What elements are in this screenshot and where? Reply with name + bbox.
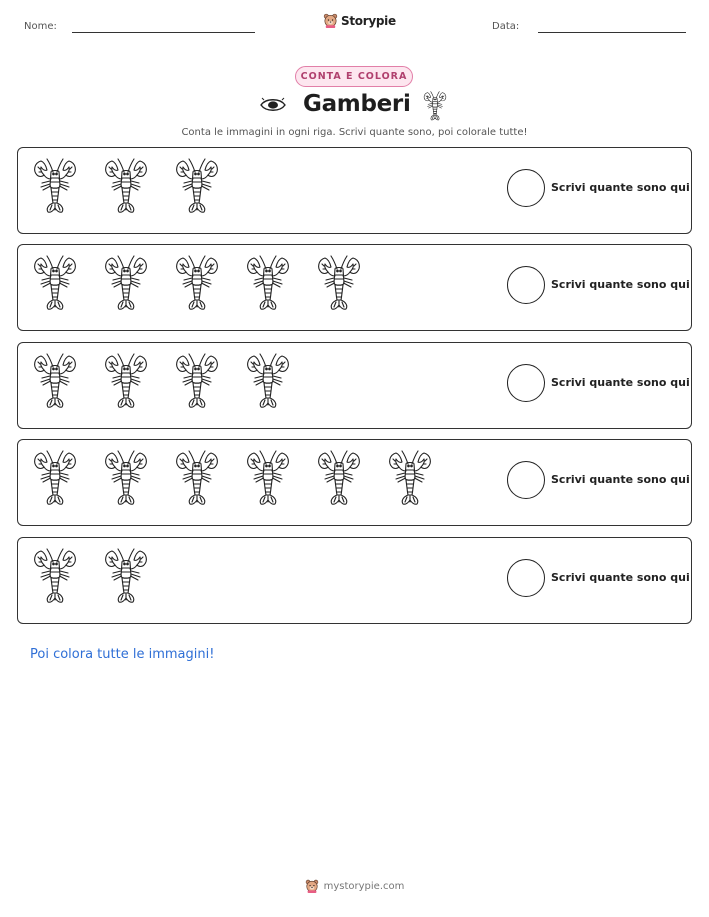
answer-label: Scrivi quante sono qui	[551, 473, 690, 486]
lobster-icon	[244, 255, 292, 313]
name-field[interactable]	[72, 32, 255, 33]
name-label: Nome:	[24, 21, 57, 32]
lobster-icon	[173, 158, 221, 216]
answer-circle[interactable]	[507, 559, 545, 597]
lobster-icon	[386, 450, 434, 508]
page-title: Gamberi	[303, 91, 411, 117]
eye-icon	[259, 97, 287, 113]
lobster-icon	[31, 548, 79, 606]
answer-label: Scrivi quante sono qui	[551, 376, 690, 389]
bear-mascot-icon	[305, 879, 319, 893]
title-row	[0, 89, 709, 125]
date-field[interactable]	[538, 32, 686, 33]
lobster-icon	[315, 255, 363, 313]
lobster-icon	[31, 450, 79, 508]
footer-note: Poi colora tutte le immagini!	[30, 647, 215, 662]
answer-label: Scrivi quante sono qui	[551, 571, 690, 584]
answer-label: Scrivi quante sono qui	[551, 278, 690, 291]
page-footer	[0, 879, 709, 893]
lobster-icon	[102, 353, 150, 411]
footer-url[interactable]: mystorypie.com	[323, 880, 405, 892]
lobster-icon	[102, 255, 150, 313]
count-row-2	[17, 244, 692, 331]
lobster-icon	[102, 158, 150, 216]
lobster-icon	[315, 450, 363, 508]
lobster-icon	[173, 255, 221, 313]
lobster-icon	[31, 255, 79, 313]
brand-logo	[323, 13, 396, 28]
lobster-icon	[173, 450, 221, 508]
answer-circle[interactable]	[507, 461, 545, 499]
date-label: Data:	[492, 21, 520, 32]
lobster-icon	[102, 548, 150, 606]
lobster-icon	[102, 450, 150, 508]
lobster-icon	[244, 353, 292, 411]
lobster-icon	[31, 158, 79, 216]
count-row-4	[17, 439, 692, 526]
lobster-icon	[173, 353, 221, 411]
activity-badge: CONTA E COLORA	[295, 66, 413, 87]
worksheet-header	[0, 0, 709, 50]
bear-mascot-icon	[323, 13, 338, 28]
brand-name: Storypie	[341, 13, 396, 28]
lobster-icon	[31, 353, 79, 411]
instructions: Conta le immagini in ogni riga. Scrivi quante sono, poi colorale tutte!	[181, 127, 528, 138]
answer-circle[interactable]	[507, 364, 545, 402]
answer-circle[interactable]	[507, 266, 545, 304]
count-row-1	[17, 147, 692, 234]
count-row-5	[17, 537, 692, 624]
answer-label: Scrivi quante sono qui	[551, 181, 690, 194]
lobster-icon	[422, 91, 448, 122]
answer-circle[interactable]	[507, 169, 545, 207]
count-row-3	[17, 342, 692, 429]
lobster-icon	[244, 450, 292, 508]
